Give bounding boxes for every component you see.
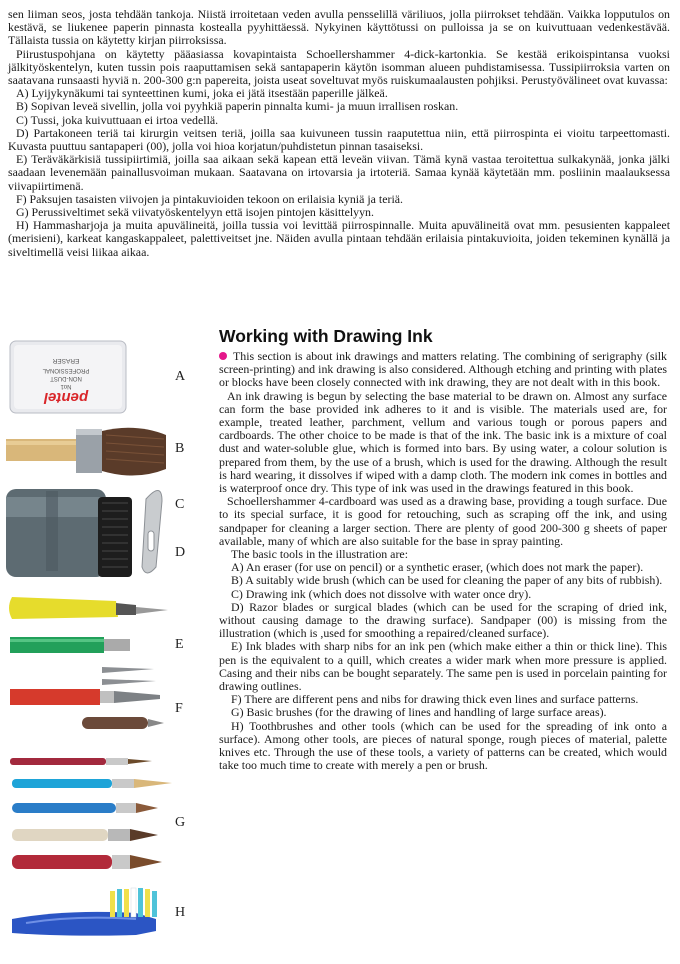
figure-label-d: D	[175, 545, 186, 560]
section-title: Working with Drawing Ink	[219, 326, 433, 346]
finnish-list-item-b: B) Sopivan leveä sivellin, jolla voi pyyhkiä paperin pinnalta kumi- ja muun irrallisen roskan.	[16, 99, 459, 114]
finnish-list-item-a: A) Lyijykynäkumi tai synteettinen kumi, joka ei jätä itsestään paperille jälkeä.	[16, 86, 388, 101]
finnish-list-item-e: E) Teräväkärkisiä tussipiirtimiä, joilla saa aikaan sekä kapean että leveän viivan. Tämä kynä vastaa teroitettua sulkakynää, jonka jälki saadaan levenemään painallusvoiman mukaan. Saatavana on irtovarsia ja irtoteriä. Samaa kynää käytetään mm. posliinin maalauksessa viivapiirtimenä.	[8, 152, 670, 193]
english-list-item-d: D) Razor blades or surgical blades (which can be used for the scraping of dried ink, without causing damage to the drawing surface). Sandpaper (00) is missing from the illustration (which is ,used for smoothing a repaired/cleaned surface).	[219, 599, 667, 641]
figure-label-a: A	[175, 369, 186, 384]
english-paragraph: An ink drawing is begun by selecting the base material to be drawn on. Almost any surface can form the base provided ink adheres to it and is visible. The materials used are, for example, treated leather, parchment, vellum and various tough or porous papers and cardboards. The other choice to be made is that of the ink. The basic ink is a mixture of coal dust and water-soluble glue, which is formed into bars. By using water, a colour solution is prepared from them, by the use of a brush, which is used for the drawing. Although the result is hard wearing, it dissolves if wiped with a damp cloth. The modern ink comes in bottles and is waterproof once dry. This type of ink was used in the drawings featured in this book.	[219, 388, 667, 496]
finnish-list-item-f: F) Paksujen tasaisten viivojen ja pintakuvioiden tekoon on erilaisia kyniä ja teriä.	[16, 191, 404, 206]
english-list-item-c: C) Drawing ink (which does not dissolve with water once dry).	[231, 586, 532, 601]
green-pen-icon	[10, 637, 130, 653]
english-list-item-h: H) Toothbrushes and other tools (which can be used for the spreading of ink onto a surface). Among other tools, are pieces of natural sponge, rough pieces of material, palette knives etc. Through the use of these tools, a variety of patterns can be created, which would take too much time to create with merely a pen or brush.	[219, 718, 667, 773]
english-list-item-a: A) An eraser (for use on pencil) or a synthetic eraser, (which does not mark the paper).	[231, 560, 644, 575]
bullet-icon	[219, 352, 227, 360]
eraser-label-no1: No1	[60, 383, 72, 389]
english-list-item-g: G) Basic brushes (for the drawing of lines and handling of large surface areas).	[231, 705, 607, 720]
eraser-brand-logo: pentel	[43, 389, 89, 406]
wide-brush-icon	[6, 428, 166, 476]
english-paragraph: Schoellershammer 4-cardboard was used as a drawing base, providing a tough surface. Due to its special surface, it is good for retouching, such as scraping off the ink, and using sandpaper for cleaning a larger section. There are plenty of good 200-300 g sheets of paper available, many of which are also suitable for the base in spray painting.	[219, 494, 667, 548]
paint-brushes-icon	[10, 758, 172, 869]
scalpel-blade-icon	[142, 490, 162, 573]
english-paragraph: The basic tools in the illustration are:	[231, 547, 408, 562]
english-text-block	[219, 326, 667, 773]
finnish-list-item-d: D) Partakoneen teriä tai kirurgin veitsen teriä, joilla saa kuivuneen tussin raaputettua niin, että piirrospinta ei vioitu tarpeettomasti. Kuvasta puuttuu santapaperi (00), jolla voi hioa korjatun/puhdistetun pinnan tasaiseksi.	[8, 125, 670, 154]
finnish-list-item-g: G) Perussiveltimet sekä viivatyöskentelyyn että isojen pintojen käsittelyyn.	[16, 205, 374, 220]
eraser-label-professional: PROFESSIONAL	[42, 367, 90, 373]
finnish-paragraph: sen liiman seos, josta tehdään tankoja. Niistä irroitetaan veden avulla pensselillä väriliuos, jolla piirrokset tehdään. Vaikka lopputulos on kestävä, se liukenee paperin pinnasta kostealla pyyhittäessä. Nykyinen käyttötussi on pulloissa ja se on kuivuttuaan vedenkestävää. Tällaista tussia on käytetty kirjan piirroksissa.	[8, 7, 670, 48]
eraser-label-nondust: NON-DUST	[50, 375, 82, 381]
toothbrush-icon	[12, 888, 157, 936]
pen-nibs-icon	[10, 667, 164, 729]
ink-bottle-icon	[6, 489, 132, 577]
english-list-item-b: B) A suitably wide brush (which can be used for cleaning the paper of any bits of rubbish).	[231, 573, 663, 588]
figure-label-b: B	[175, 441, 185, 456]
figure-label-h: H	[175, 905, 186, 920]
figure-label-e: E	[175, 637, 184, 652]
figure-label-c: C	[175, 497, 185, 512]
english-list-item-e: E) Ink blades with sharp nibs for an ink pen (which make either a thin or thick line). This pen is the equivalent to a quill, which creates a wider mark when more pressure is applied. Casing and their nibs can be bought separately. The same pen is used in porcelain painting for drawing outlines.	[219, 639, 667, 694]
finnish-list-item-c: C) Tussi, joka kuivuttuaan ei irtoa vedellä.	[16, 112, 219, 127]
tools-photo	[6, 331, 202, 961]
intro-paragraph	[219, 350, 667, 390]
figure-label-f: F	[175, 701, 183, 716]
intro-text: This section is about ink drawings and matters relating. The combining of serigraphy (silk screen-printing) and ink drawing is also considered. Although etching and printing with plates or blocks have been closely connected with ink drawing, they are not dealt with in this book.	[219, 349, 667, 390]
finnish-text-block	[8, 8, 670, 259]
english-list-item-f: F) There are different pens and nibs for drawing thick even lines and surface patterns.	[231, 692, 639, 707]
eraser-label-eraser: ERASER	[52, 357, 80, 364]
yellow-pen-icon	[9, 597, 168, 619]
finnish-paragraph: Piirustuspohjana on käytetty pääasiassa kovapintaista Schoellershammer 4-dick-kartonkia. Se kestää erikoispintansa vuoksi jälkityöskentelyn, kuten tussin pois raaputtamisen sekä santapaperin käytön isomman alueen puhdistamisessa. Tussipiirroksia varten on saatavana runsaasti hyviä n. 200-300 g:n papereita, joista useat soveltuvat myös ruiskumaalausten pohjiksi. Perustyövälineet ovat kuvassa:	[8, 46, 670, 88]
tools-illustration	[6, 331, 202, 961]
eraser-icon	[10, 341, 126, 413]
figure-label-g: G	[175, 815, 186, 830]
finnish-list-item-h: H) Hammasharjoja ja muita apuvälineitä, joilla tussia voi levittää piirrospinnalle. Muita apuvälineitä ovat mm. pesusienten kappaleet (merisieni), karkeat kangaskappaleet, palettiveitset jne. Näiden avulla pintaan tehdään erilaisia pintakuvioita, joiden tekeminen kynällä ja siveltimellä veisi liikaa aikaa.	[8, 218, 670, 259]
